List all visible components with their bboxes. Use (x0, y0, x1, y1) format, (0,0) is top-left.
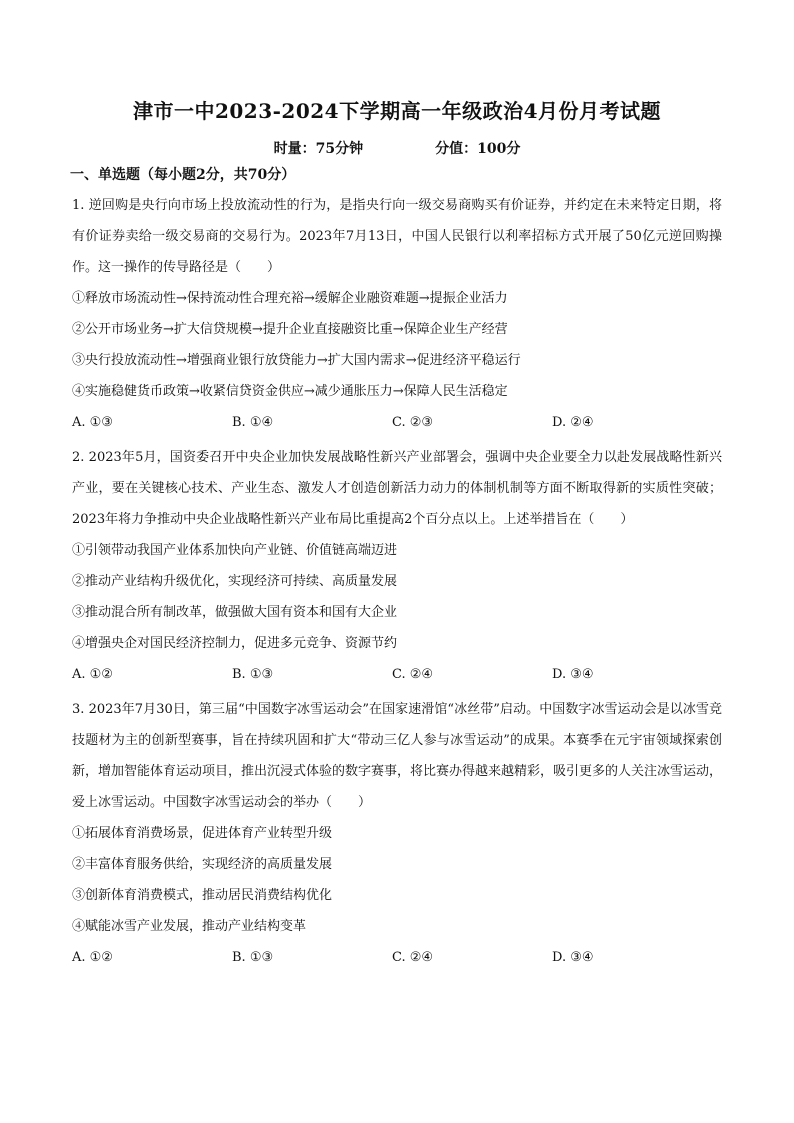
choice-a: A. ①② (72, 950, 113, 965)
exam-title: 津市一中2023-2024下学期高一年级政治4月份月考试题 (132, 99, 662, 123)
question-statements (72, 535, 722, 659)
exam-meta (72, 138, 722, 160)
exam-time: 时量：75分钟 (273, 141, 364, 157)
choice-b: B. ①③ (232, 667, 274, 682)
choice-a: A. ①② (72, 667, 113, 682)
statement-4: ④实施稳健货币政策→收紧信贷资金供应→减少通胀压力→保障人民生活稳定 (72, 384, 508, 399)
exam-score: 分值：100分 (435, 141, 521, 157)
answer-choices (72, 659, 722, 690)
statement-1: ①释放市场流动性→保持流动性合理充裕→缓解企业融资难题→提振企业活力 (72, 291, 508, 306)
question-stem: 1. 逆回购是央行向市场上投放流动性的行为，是指央行向一级交易商购买有价证券，并约定在未来特定日期，将有价证券卖给一级交易商的交易行为。2023年7月13日，中国人民银行以利率招标方式开展了50亿元逆回购操作。这一操作的传导路径是（ ） (72, 198, 722, 275)
choice-d: D. ③④ (552, 950, 594, 965)
choice-b: B. ①③ (232, 950, 274, 965)
choice-a: A. ①③ (72, 415, 113, 430)
choice-c: C. ②③ (392, 415, 434, 430)
choice-d: D. ③④ (552, 667, 594, 682)
choice-d: D. ②④ (552, 415, 594, 430)
section-heading: 一、单选题（每小题2分，共70分） (70, 167, 296, 183)
statement-3: ③推动混合所有制改革，做强做大国有资本和国有大企业 (72, 605, 398, 620)
answer-choices (72, 942, 722, 973)
statement-3: ③央行投放流动性→增强商业银行放贷能力→扩大国内需求→促进经济平稳运行 (72, 353, 521, 368)
statement-3: ③创新体育消费模式，推动居民消费结构优化 (72, 888, 333, 903)
statement-4: ④增强央企对国民经济控制力，促进多元竞争、资源节约 (72, 636, 398, 651)
answer-choices (72, 407, 722, 438)
statement-2: ②推动产业结构升级优化，实现经济可持续、高质量发展 (72, 574, 398, 589)
statement-4: ④赋能冰雪产业发展，推动产业结构变革 (72, 919, 307, 934)
statement-2: ②丰富体育服务供给，实现经济的高质量发展 (72, 857, 333, 872)
question-3 (72, 694, 722, 973)
statement-2: ②公开市场业务→扩大信贷规模→提升企业直接融资比重→保障企业生产经营 (72, 322, 508, 337)
question-stem: 2. 2023年5月，国资委召开中央企业加快发展战略性新兴产业部署会，强调中央企业要全力以赴发展战略性新兴产业，要在关键核心技术、产业生态、激发人才创造创新活力动力的体制机制等方面不断取得新的实质性突破；2023年将力争推动中央企业战略性新兴产业布局比重提高2个百分点以上。上述举措旨在（ ） (72, 450, 722, 527)
question-statements (72, 283, 722, 407)
choice-c: C. ②④ (392, 667, 434, 682)
choice-c: C. ②④ (392, 950, 434, 965)
choice-b: B. ①④ (232, 415, 274, 430)
question-2 (72, 442, 722, 690)
question-statements (72, 818, 722, 942)
statement-1: ①拓展体育消费场景，促进体育产业转型升级 (72, 826, 333, 841)
statement-1: ①引领带动我国产业体系加快向产业链、价值链高端迈进 (72, 543, 398, 558)
question-stem: 3. 2023年7月30日，第三届“中国数字冰雪运动会”在国家速滑馆“冰丝带”启动。中国数字冰雪运动会是以冰雪竞技题材为主的创新型赛事，旨在持续巩固和扩大“带动三亿人参与冰雪运动”的成果。本赛季在元宇宙领域探索创新，增加智能体育运动项目，推出沉浸式体验的数字赛事，将比赛办得越来越精彩，吸引更多的人关注冰雪运动，爱上冰雪运动。中国数字冰雪运动会的举办（ ） (72, 702, 723, 810)
question-1 (72, 190, 722, 438)
